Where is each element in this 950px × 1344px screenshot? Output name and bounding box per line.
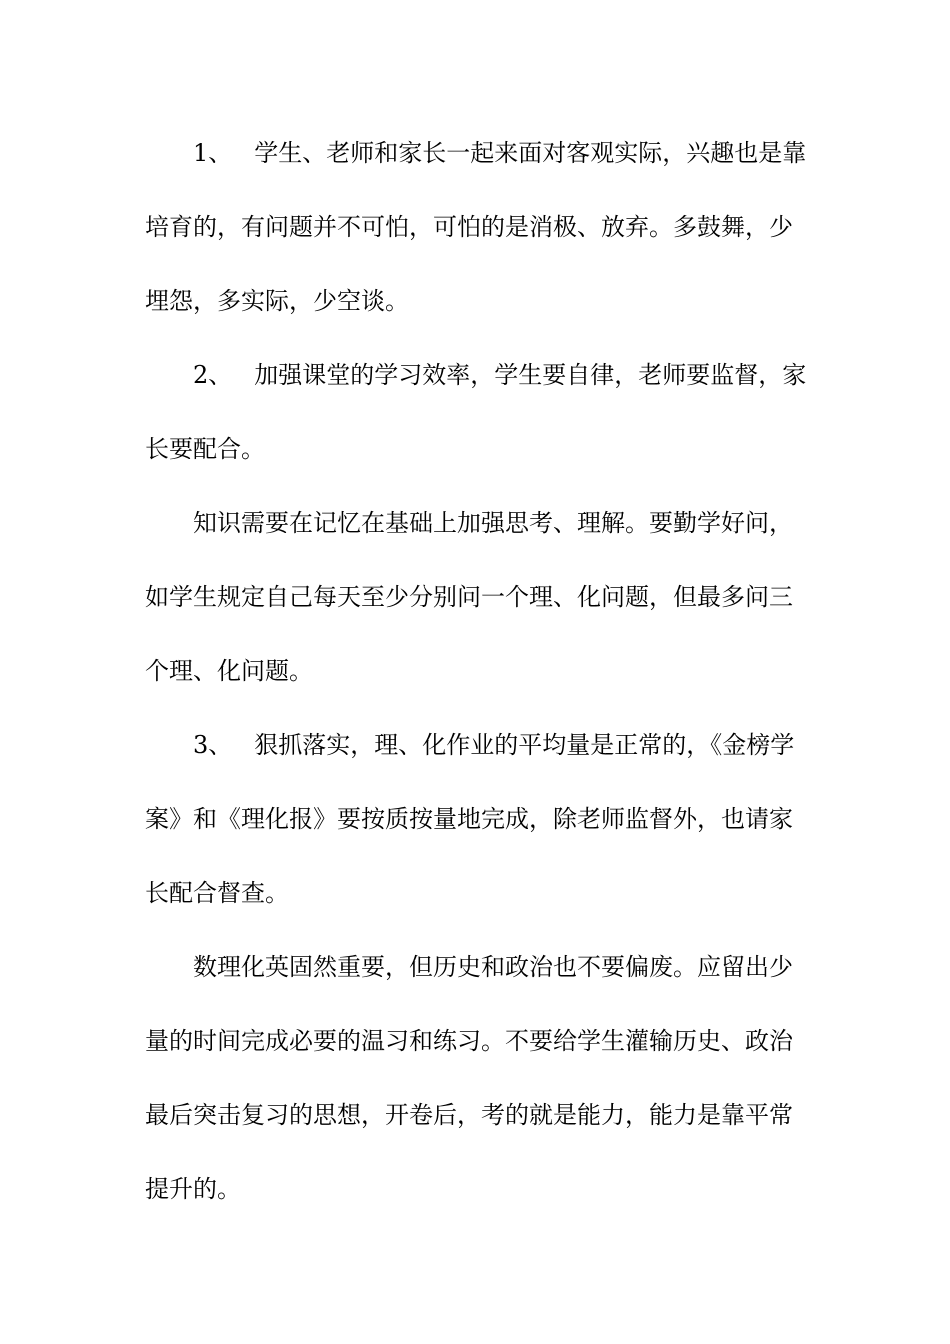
- paragraph-5-line-2: 量的时间完成必要的温习和练习。不要给学生灌输历史、政治: [145, 1027, 793, 1055]
- paragraph-3-line-3: 个理、化问题。: [145, 657, 313, 685]
- paragraph-2-line-2: 长要配合。: [145, 435, 265, 463]
- line-text: 加强课堂的学习效率，学生要自律，老师要监督，家: [254, 361, 807, 389]
- list-number: 2、: [193, 361, 233, 389]
- line-text: 学生、老师和家长一起来面对客观实际，兴趣也是靠: [254, 139, 807, 167]
- paragraph-5-line-4: 提升的。: [145, 1175, 241, 1203]
- paragraph-1-line-1: [0, 138, 950, 168]
- list-number: 1、: [193, 139, 233, 167]
- paragraph-3-line-1: 知识需要在记忆在基础上加强思考、理解。要勤学好问，: [193, 509, 793, 537]
- paragraph-4-line-3: 长配合督查。: [145, 879, 289, 907]
- line-text: 狠抓落实，理、化作业的平均量是正常的，《金榜学: [254, 731, 795, 759]
- paragraph-5-line-3: 最后突击复习的思想，开卷后，考的就是能力，能力是靠平常: [145, 1101, 793, 1129]
- paragraph-4-line-1: [0, 730, 950, 760]
- list-number: 3、: [193, 731, 233, 759]
- paragraph-5-line-1: 数理化英固然重要，但历史和政治也不要偏废。应留出少: [193, 953, 793, 981]
- paragraph-2-line-1: [0, 360, 950, 390]
- paragraph-4-line-2: 案》和《理化报》要按质按量地完成，除老师监督外，也请家: [145, 805, 793, 833]
- paragraph-1-line-2: 培育的，有问题并不可怕，可怕的是消极、放弃。多鼓舞，少: [145, 213, 793, 241]
- paragraph-3-line-2: 如学生规定自己每天至少分别问一个理、化问题，但最多问三: [145, 583, 793, 611]
- paragraph-1-line-3: 埋怨，多实际，少空谈。: [145, 287, 409, 315]
